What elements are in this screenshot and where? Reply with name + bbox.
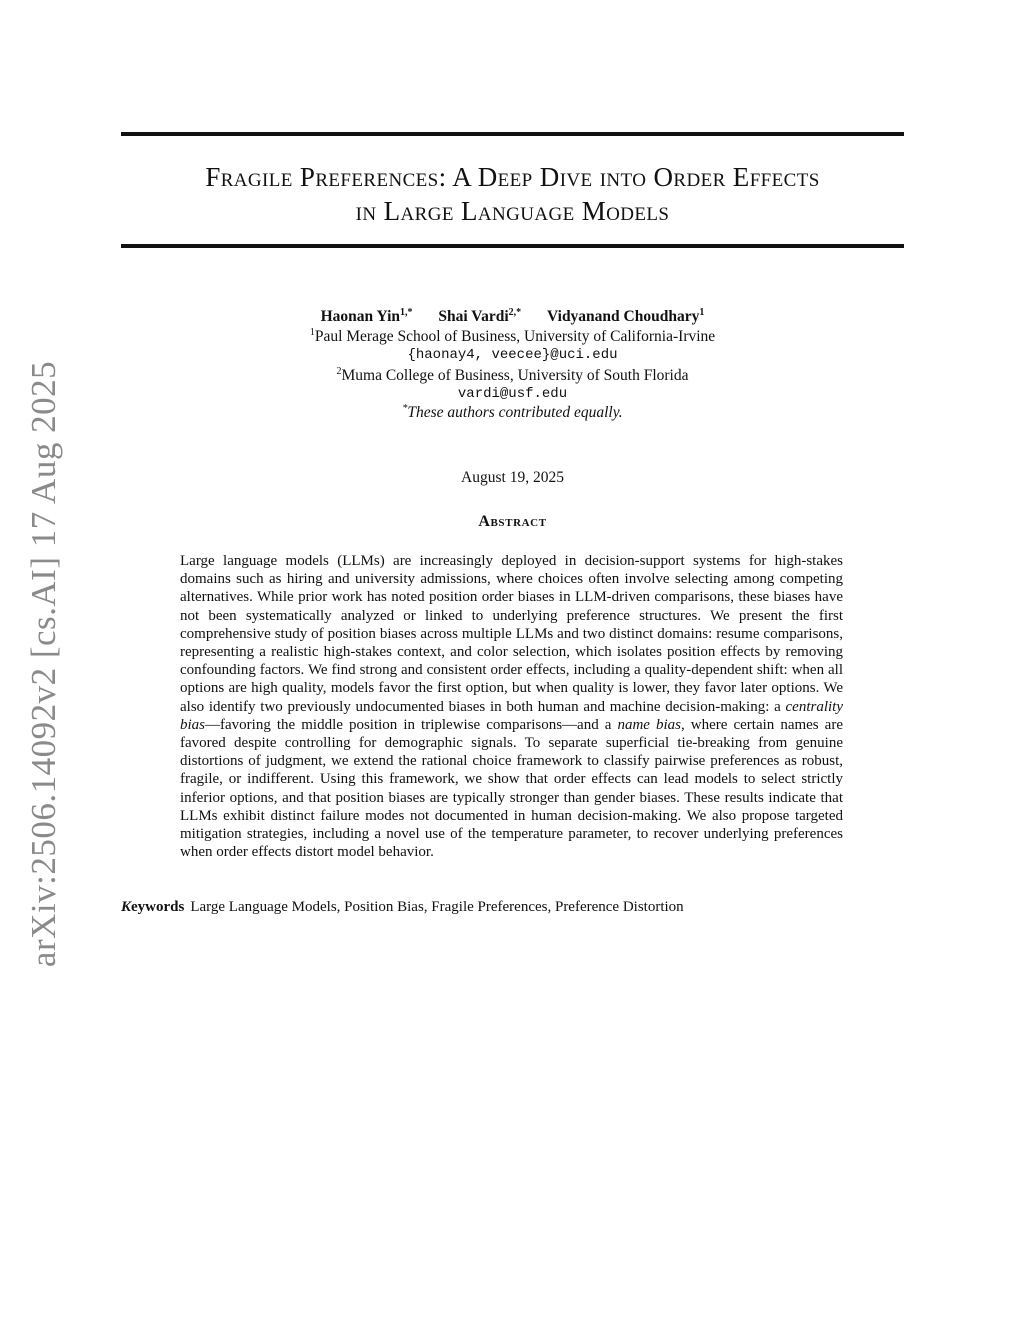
abstract-heading: Abstract — [478, 513, 547, 530]
author-list — [121, 307, 904, 326]
abstract-text-1: Large language models (LLMs) are increasingly deployed in decision-support systems for high-stakes domains such as hiring and university admissions, where choices often involve selecting among competing alternatives. While prior work has noted position order biases in LLM-driven comparisons, these biases have not been systematically analyzed or linked to underlying preference structures. We present the first comprehensive study of position biases across multiple LLMs and two distinct domains: resume comparisons, representing a realistic high-stakes context, and color selection, which isolates position effects by removing confounding factors. We find strong and consistent order effects, including a quality-dependent shift: when all options are high quality, models favor the first option, but when quality is lower, they favor later options. We also identify two previously undocumented biases in both human and machine decision-making: a — [180, 553, 843, 715]
note-mark: * — [402, 403, 408, 414]
author-2 — [438, 308, 521, 325]
affiliation-text: Paul Merage School of Business, University of California-Irvine — [314, 328, 716, 346]
author-affil-mark: 2,* — [508, 307, 522, 318]
email-2[interactable]: vardi@usf.edu — [457, 386, 568, 402]
affiliation-1 — [121, 327, 904, 346]
paper-title — [121, 160, 904, 228]
author-name: Haonan Yin — [320, 308, 401, 326]
keywords-text: Large Language Models, Position Bias, Fragile Preferences, Preference Distortion — [190, 899, 684, 915]
affiliation-mark: 2 — [336, 366, 342, 377]
title-line-2: in Large Language Models — [355, 196, 670, 226]
affiliation-mark: 1 — [309, 327, 315, 338]
keywords-line — [121, 899, 904, 916]
author-1 — [321, 308, 413, 325]
abstract-term-name-bias: name bias — [617, 716, 681, 733]
title-rule-bottom — [121, 244, 904, 248]
abstract-text-2: —favoring the middle position in triplewise comparisons—and a — [205, 716, 618, 733]
title-line-1: Fragile Preferences: A Deep Dive into Order Effects — [205, 162, 820, 192]
abstract-text-3: , where certain names are favored despite controlling for demographic signals. To separate superficial tie-breaking from genuine distortions of judgment, we extend the rational choice framework to classify pairwise preferences as robust, fragile, or indifferent. Using this framework, we show that order effects can lead models to select strictly inferior options, and that position biases are typically stronger than gender biases. These results indicate that LLMs exhibit distinct failure modes not documented in human decision-making. We also propose targeted mitigation strategies, including a novel use of the temperature parameter, to recover underlying preferences when order effects distort model behavior. — [180, 716, 843, 861]
keywords-label: Keywords — [121, 899, 185, 915]
abstract-body — [180, 552, 843, 861]
author-affil-mark: 1 — [699, 307, 705, 318]
title-rule-top — [121, 132, 904, 136]
author-3 — [547, 308, 704, 325]
author-name: Vidyanand Choudhary — [547, 308, 700, 326]
email-1[interactable]: {haonay4, veecee}@uci.edu — [407, 347, 618, 363]
paper-date: August 19, 2025 — [461, 469, 564, 486]
note-text: These authors contributed equally. — [407, 404, 623, 422]
arxiv-stamp: arXiv:2506.14092v2 [cs.AI] 17 Aug 2025 — [24, 360, 63, 968]
author-affil-mark: 1,* — [400, 307, 413, 318]
affiliation-text: Muma College of Business, University of South Florida — [341, 367, 689, 385]
equal-contribution-note — [121, 403, 904, 422]
author-name: Shai Vardi — [438, 308, 509, 326]
affiliation-2 — [121, 366, 904, 385]
abstract-term-centrality-bias: centrality bias — [180, 698, 843, 733]
